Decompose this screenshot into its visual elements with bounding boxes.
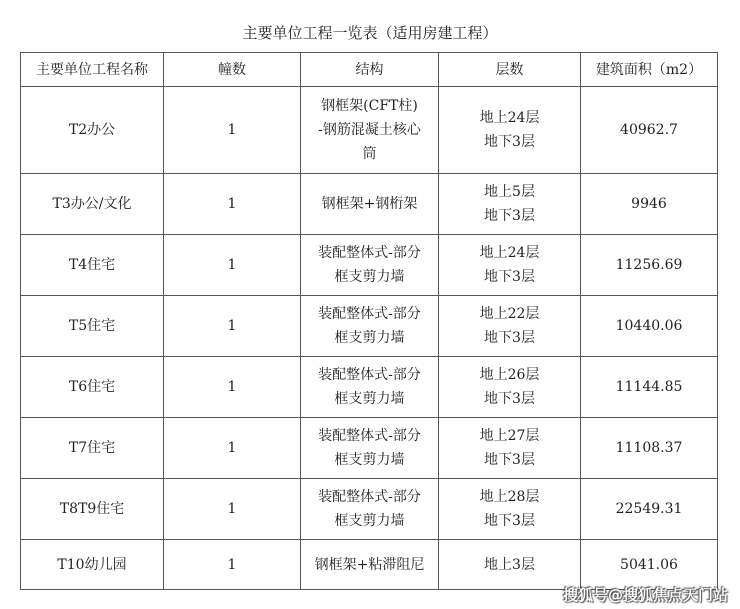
cell-floors-line: 地上26层 — [479, 367, 540, 383]
watermark-text: 搜狐号@搜狐焦点天门站 — [562, 586, 728, 604]
header-structure: 结构 — [301, 53, 439, 87]
cell-structure — [301, 418, 439, 479]
cell-structure — [301, 174, 439, 235]
cell-structure — [301, 479, 439, 540]
cell-floors-line: 地下3层 — [484, 269, 535, 285]
table-row — [21, 357, 718, 418]
table-row — [21, 540, 718, 590]
cell-area: 5041.06 — [581, 540, 718, 590]
cell-area: 11256.69 — [581, 235, 718, 296]
cell-floors-line: 地下3层 — [484, 513, 535, 529]
cell-name: T5住宅 — [21, 296, 164, 357]
engineering-table — [20, 52, 718, 590]
cell-structure-line: 装配整体式-部分 — [318, 489, 421, 505]
cell-floors-line: 地下3层 — [484, 452, 535, 468]
cell-area: 40962.7 — [581, 87, 718, 174]
cell-area: 10440.06 — [581, 296, 718, 357]
cell-floors-line: 地上24层 — [479, 110, 540, 126]
page-title: 主要单位工程一览表（适用房建工程） — [242, 24, 498, 42]
cell-floors — [439, 540, 581, 590]
cell-structure — [301, 296, 439, 357]
cell-floors-line: 地上24层 — [479, 245, 540, 261]
cell-floors — [439, 418, 581, 479]
cell-floors-line: 地下3层 — [484, 208, 535, 224]
cell-name: T7住宅 — [21, 418, 164, 479]
cell-structure-line: 装配整体式-部分 — [318, 245, 421, 261]
cell-count: 1 — [164, 235, 301, 296]
cell-structure — [301, 357, 439, 418]
cell-name: T2办公 — [21, 87, 164, 174]
cell-structure-line: 钢框架+粘滞阻尼 — [314, 556, 425, 573]
cell-name: T6住宅 — [21, 357, 164, 418]
cell-count: 1 — [164, 479, 301, 540]
table-row — [21, 418, 718, 479]
cell-floors — [439, 174, 581, 235]
cell-structure-line: 框支剪力墙 — [334, 391, 405, 407]
cell-area: 11108.37 — [581, 418, 718, 479]
table-header-row — [21, 53, 718, 87]
cell-floors-line: 地下3层 — [484, 391, 535, 407]
table-row — [21, 174, 718, 235]
cell-structure-line: 钢框架(CFT柱) — [321, 98, 418, 114]
table-row — [21, 479, 718, 540]
cell-count: 1 — [164, 418, 301, 479]
cell-floors-line: 地上5层 — [484, 184, 535, 200]
cell-structure-line: 装配整体式-部分 — [318, 367, 421, 383]
cell-name: T4住宅 — [21, 235, 164, 296]
cell-structure-line: 框支剪力墙 — [334, 269, 405, 285]
cell-structure — [301, 540, 439, 590]
cell-name: T8T9住宅 — [21, 479, 164, 540]
cell-structure-line: 框支剪力墙 — [334, 452, 405, 468]
cell-count: 1 — [164, 540, 301, 590]
cell-area: 11144.85 — [581, 357, 718, 418]
cell-floors — [439, 235, 581, 296]
cell-structure — [301, 235, 439, 296]
cell-area: 22549.31 — [581, 479, 718, 540]
cell-count: 1 — [164, 87, 301, 174]
cell-structure-line: 装配整体式-部分 — [318, 428, 421, 444]
cell-floors — [439, 87, 581, 174]
cell-structure-line: 钢框架+钢桁架 — [321, 196, 418, 212]
cell-floors — [439, 479, 581, 540]
cell-floors-line: 地下3层 — [484, 330, 535, 346]
header-count: 幢数 — [164, 53, 301, 87]
table-row — [21, 235, 718, 296]
cell-structure-line: 框支剪力墙 — [334, 330, 405, 346]
cell-structure-line: 筒 — [362, 146, 377, 162]
header-area: 建筑面积（m2） — [581, 53, 718, 87]
table-row — [21, 296, 718, 357]
cell-structure-line: 装配整体式-部分 — [318, 306, 421, 322]
cell-count: 1 — [164, 174, 301, 235]
cell-floors-line: 地上22层 — [479, 306, 540, 322]
cell-floors-line: 地上3层 — [484, 556, 535, 573]
cell-structure-line: 框支剪力墙 — [334, 513, 405, 529]
cell-floors — [439, 357, 581, 418]
header-floors: 层数 — [439, 53, 581, 87]
cell-structure — [301, 87, 439, 174]
cell-structure-line: -钢筋混凝土核心 — [318, 122, 421, 138]
cell-floors-line: 地上27层 — [479, 428, 540, 444]
header-name: 主要单位工程名称 — [21, 53, 164, 87]
cell-floors — [439, 296, 581, 357]
cell-name: T10幼儿园 — [21, 540, 164, 590]
cell-floors-line: 地下3层 — [484, 134, 535, 150]
cell-area: 9946 — [581, 174, 718, 235]
cell-count: 1 — [164, 357, 301, 418]
cell-count: 1 — [164, 296, 301, 357]
cell-floors-line: 地上28层 — [479, 489, 540, 505]
table-row — [21, 87, 718, 174]
cell-name: T3办公/文化 — [21, 174, 164, 235]
